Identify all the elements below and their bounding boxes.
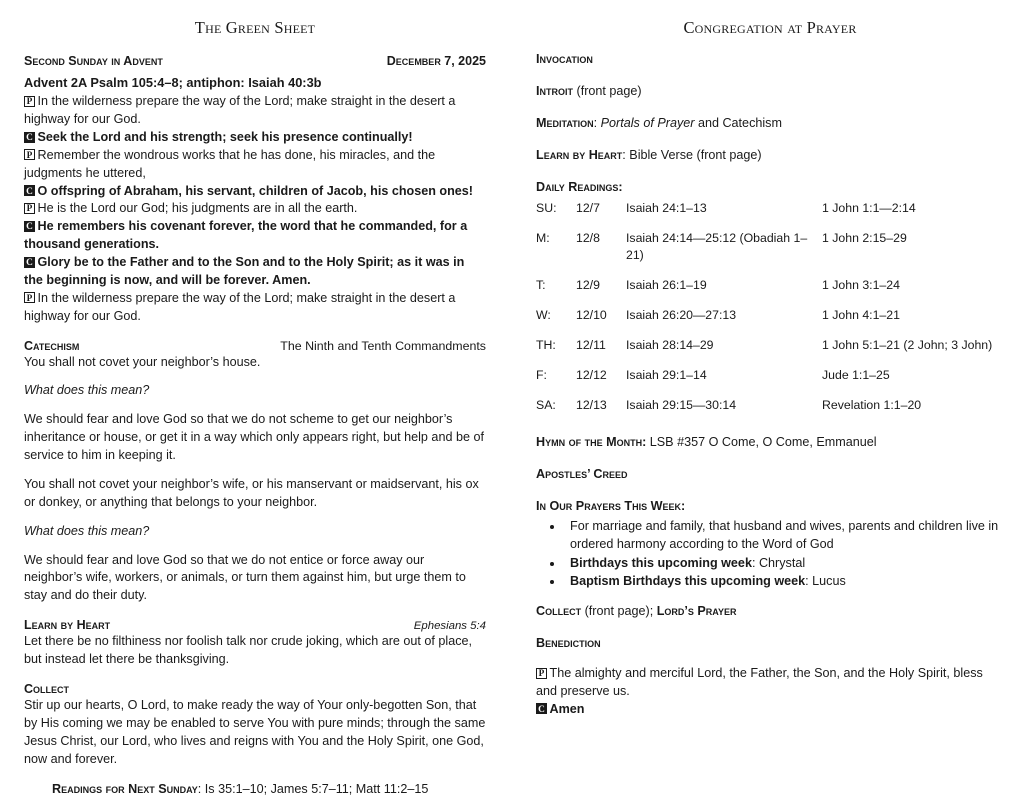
table-row bbox=[536, 334, 1004, 364]
congregation-marker-icon: C bbox=[24, 257, 35, 268]
reading-nt: Jude 1:1–25 bbox=[822, 368, 890, 383]
list-item bbox=[564, 555, 1004, 573]
prayer-bold-label: Baptism Birthdays this upcoming week bbox=[570, 574, 806, 589]
benediction-congregation-line bbox=[536, 701, 1004, 719]
tenth-commandment-meaning: We should fear and love God so that we do not entice or force away our neighbor’s wife, workers, or animals, or turn them against him, but urge them to stay and do their duty. bbox=[24, 552, 466, 603]
pastor-marker-icon: P bbox=[24, 96, 35, 107]
introit-item bbox=[536, 83, 1004, 101]
readings-next-sunday-label: Readings for Next Sunday bbox=[52, 782, 198, 796]
congregation-marker-icon: C bbox=[24, 221, 35, 232]
table-row bbox=[536, 197, 1004, 227]
meaning-prompt: What does this mean? bbox=[24, 383, 150, 398]
invocation-item bbox=[536, 51, 1004, 69]
hymn-of-month-value: LSB #357 O Come, O Come, Emmanuel bbox=[646, 435, 877, 450]
pastor-marker-icon: P bbox=[24, 203, 35, 214]
learn-by-heart-item bbox=[536, 147, 1004, 165]
reading-ot: Isaiah 29:15—30:14 bbox=[626, 398, 737, 413]
benediction-heading bbox=[536, 635, 1004, 653]
ninth-commandment-meaning: We should fear and love God so that we do not scheme to get our neighbor’s inheritance or house, or get it in a way which only appears right, but help and be of service to him in keeping it. bbox=[24, 412, 484, 463]
reading-date: 12/10 bbox=[576, 308, 607, 323]
meditation-item bbox=[536, 115, 1004, 133]
reading-date: 12/11 bbox=[576, 338, 606, 353]
congregation-marker-icon: C bbox=[24, 185, 35, 196]
learn-by-heart-section bbox=[24, 618, 486, 669]
psalm-verse bbox=[24, 290, 486, 326]
catechism-heading: Catechism bbox=[24, 338, 80, 353]
service-header bbox=[24, 54, 486, 68]
readings-next-sunday-separator: : bbox=[197, 782, 205, 796]
meditation-label: Meditation bbox=[536, 115, 594, 130]
prayer-text: : Chrystal bbox=[751, 555, 806, 570]
daily-readings-heading bbox=[536, 179, 1004, 197]
reading-day: F: bbox=[536, 368, 547, 383]
collect-note: (front page); bbox=[581, 604, 657, 619]
introit-label: Introit bbox=[536, 83, 573, 98]
page-title: The Green Sheet bbox=[194, 18, 316, 37]
service-date: December 7, 2025 bbox=[386, 54, 486, 68]
reading-nt: Revelation 1:1–20 bbox=[822, 398, 922, 413]
psalm-verse-text: Glory be to the Father and to the Son and to the Holy Spirit; as it was in the beginning is now, and will be forever. Amen. bbox=[24, 255, 465, 287]
apostles-creed-label: Apostles’ Creed bbox=[536, 467, 628, 481]
benediction-congregation-text: Amen bbox=[549, 701, 585, 716]
hymn-of-month-item bbox=[536, 434, 1004, 452]
reading-ot: Isaiah 26:20—27:13 bbox=[626, 308, 737, 323]
right-column bbox=[536, 18, 1004, 719]
psalm-verse-text: Seek the Lord and his strength; seek his presence continually! bbox=[37, 129, 413, 144]
reading-nt: 1 John 2:15–29 bbox=[822, 231, 907, 246]
learn-by-heart-label: Learn by Heart bbox=[536, 147, 623, 162]
reading-date: 12/9 bbox=[576, 278, 600, 293]
apostles-creed-item bbox=[536, 466, 1004, 484]
reading-ot: Isaiah 29:1–14 bbox=[626, 368, 707, 383]
catechism-subject: The Ninth and Tenth Commandments bbox=[280, 338, 486, 353]
reading-nt: 1 John 5:1–21 (2 John; 3 John) bbox=[822, 338, 993, 353]
daily-readings-section bbox=[536, 179, 1004, 425]
reading-day: W: bbox=[536, 308, 551, 323]
reading-nt: 1 John 3:1–24 bbox=[822, 278, 900, 293]
introit-note: (front page) bbox=[573, 83, 642, 98]
psalm-reference: Advent 2A Psalm 105:4–8; antiphon: Isaiah 40:3b bbox=[24, 75, 322, 90]
meaning-prompt: What does this mean? bbox=[24, 523, 150, 538]
reading-date: 12/13 bbox=[576, 398, 607, 413]
reading-ot: Isaiah 26:1–19 bbox=[626, 278, 707, 293]
benediction-pastor-line bbox=[536, 665, 1004, 701]
psalm-verses bbox=[24, 93, 486, 325]
meditation-rest: and Catechism bbox=[694, 115, 782, 130]
reading-nt: 1 John 1:1—2:14 bbox=[822, 201, 916, 216]
psalm-verse-text: In the wilderness prepare the way of the Lord; make straight in the desert a highway for our God. bbox=[24, 290, 456, 323]
learn-by-heart-heading-row bbox=[24, 618, 486, 632]
psalm-verse-text: He remembers his covenant forever, the word that he commanded, for a thousand generations. bbox=[24, 219, 468, 252]
tenth-commandment-text: You shall not covet your neighbor’s wife, or his manservant or maidservant, his ox or donkey, or anything that belongs to your neighbor. bbox=[24, 476, 479, 509]
readings-next-sunday bbox=[24, 782, 486, 796]
daily-readings-table bbox=[536, 197, 1004, 424]
reading-day: SA: bbox=[536, 398, 556, 413]
pastor-marker-icon: P bbox=[24, 292, 35, 303]
benediction-label: Benediction bbox=[536, 636, 601, 651]
congregation-marker-icon: C bbox=[24, 132, 35, 143]
daily-readings-label: Daily Readings: bbox=[536, 179, 623, 194]
learn-by-heart-heading: Learn by Heart bbox=[24, 618, 111, 633]
psalm-verse bbox=[24, 218, 486, 254]
lords-prayer-label: Lord’s Prayer bbox=[656, 604, 737, 619]
pastor-marker-icon: P bbox=[536, 668, 547, 679]
psalm-verse bbox=[24, 129, 486, 147]
prayer-text: : Lucus bbox=[805, 574, 846, 589]
psalm-verse bbox=[24, 254, 486, 290]
table-row bbox=[536, 364, 1004, 394]
reading-day: SU: bbox=[536, 201, 557, 216]
psalm-verse-text: O offspring of Abraham, his servant, children of Jacob, his chosen ones! bbox=[37, 183, 473, 198]
reading-day: TH: bbox=[536, 338, 556, 353]
psalm-verse-text: He is the Lord our God; his judgments are in all the earth. bbox=[37, 201, 358, 216]
prayers-list bbox=[536, 518, 1004, 592]
psalm-verse bbox=[24, 200, 486, 218]
prayers-label: In Our Prayers This Week: bbox=[536, 498, 686, 513]
benediction-pastor-text: The almighty and merciful Lord, the Father, the Son, and the Holy Spirit, bless and preserve us. bbox=[536, 666, 983, 698]
meditation-separator: : bbox=[593, 115, 601, 130]
reading-date: 12/7 bbox=[576, 201, 600, 216]
reading-ot: Isaiah 28:14–29 bbox=[626, 338, 714, 353]
left-column bbox=[24, 18, 486, 796]
psalm-verse-text: Remember the wondrous works that he has done, his miracles, and the judgments he uttered, bbox=[24, 147, 436, 180]
collect-label: Collect bbox=[536, 604, 582, 619]
collect-heading: Collect bbox=[24, 681, 70, 696]
list-item bbox=[564, 518, 1004, 554]
table-row bbox=[536, 227, 1004, 274]
table-row bbox=[536, 274, 1004, 304]
table-row bbox=[536, 304, 1004, 334]
prayer-bold-label: Birthdays this upcoming week bbox=[570, 555, 752, 570]
collect-section bbox=[24, 682, 486, 769]
psalm-verse bbox=[24, 183, 486, 201]
reading-ot: Isaiah 24:1–13 bbox=[626, 201, 707, 216]
invocation-label: Invocation bbox=[536, 52, 593, 66]
psalm-verse bbox=[24, 147, 486, 183]
congregation-at-prayer-title: Congregation at Prayer bbox=[683, 18, 857, 37]
reading-date: 12/8 bbox=[576, 231, 600, 246]
learn-by-heart-note: : Bible Verse (front page) bbox=[622, 147, 762, 162]
catechism-section bbox=[24, 339, 486, 606]
prayer-text: For marriage and family, that husband and wives, parents and children live in ordered harmony according to the Word of God bbox=[570, 518, 999, 551]
prayers-section bbox=[536, 498, 1004, 591]
reading-date: 12/12 bbox=[576, 368, 607, 383]
meditation-publication: Portals of Prayer bbox=[600, 115, 695, 130]
psalm-verse-text: In the wilderness prepare the way of the Lord; make straight in the desert a highway for our God. bbox=[24, 94, 456, 127]
reading-ot: Isaiah 24:14—25:12 (Obadiah 1–21) bbox=[626, 231, 808, 263]
pastor-marker-icon: P bbox=[24, 149, 35, 160]
readings-next-sunday-text: Is 35:1–10; James 5:7–11; Matt 11:2–15 bbox=[204, 782, 429, 796]
collect-lords-prayer-item bbox=[536, 603, 1004, 621]
reading-day: M: bbox=[536, 231, 550, 246]
learn-by-heart-text: Let there be no filthiness nor foolish talk nor crude joking, which are out of place, but instead let there be thanksgiving. bbox=[24, 634, 473, 667]
occasion-label: Second Sunday in Advent bbox=[24, 54, 163, 68]
collect-text: Stir up our hearts, O Lord, to make ready the way of Your only-begotten Son, that by His coming we may be enabled to serve You with pure minds; through the same Jesus Christ, our Lord, who lives and reigns with You and the Holy Spirit, one God, now and forever. bbox=[24, 697, 486, 766]
list-item bbox=[564, 573, 1004, 591]
reading-nt: 1 John 4:1–21 bbox=[822, 308, 900, 323]
reading-day: T: bbox=[536, 278, 546, 293]
learn-by-heart-citation: Ephesians 5:4 bbox=[413, 620, 486, 633]
psalm-verse bbox=[24, 93, 486, 129]
catechism-heading-row bbox=[24, 339, 486, 353]
table-row bbox=[536, 394, 1004, 424]
ninth-commandment-text: You shall not covet your neighbor’s house. bbox=[24, 354, 261, 369]
hymn-of-month-label: Hymn of the Month: bbox=[536, 435, 647, 450]
congregation-marker-icon: C bbox=[536, 703, 547, 714]
